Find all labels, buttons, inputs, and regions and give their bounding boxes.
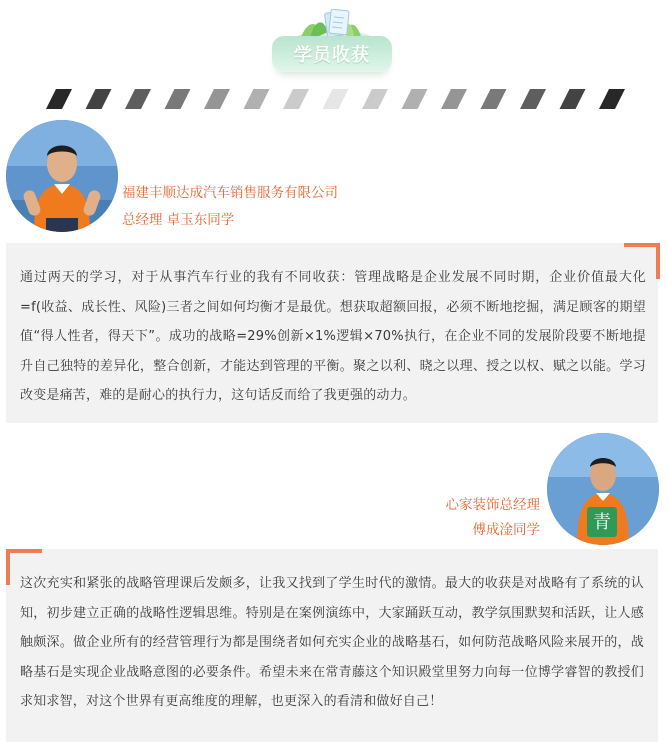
student-portrait-icon: [547, 433, 659, 545]
corner-bracket-top-right: [624, 243, 660, 279]
divider-stripe: [46, 89, 72, 109]
testimonial-text: 通过两天的学习，对于从事汽车行业的我有不同收获：管理战略是企业发展不同时期，企业价值最大化=f(收益、成长性、风险)三者之间如何均衡才是最优。想获取超额回报，必须不断地挖掘，满足顾客的期望值“得人性者，得天下”。成功的战略=29%创新×1%逻辑×70%执行，在企业不同的发展阶段要不断地提升自己独特的差异化，整合创新，才能达到管理的平衡。聚之以利、晓之以理、授之以权、赋之以能。学习改变是痛苦，难的是耐心的执行力，这句话反而给了我更强的动力。: [20, 270, 646, 403]
corner-bracket-top-left: [6, 549, 42, 585]
testimonial-box: [6, 549, 658, 742]
student-portrait-icon: [6, 120, 118, 232]
testimonial-company: 心家装饰总经理: [445, 497, 540, 513]
testimonial-company: 福建丰顺达成汽车销售服务有限公司: [122, 185, 338, 201]
testimonial-box: [6, 243, 658, 423]
divider-stripe: [283, 89, 309, 109]
divider-stripe: [86, 89, 112, 109]
testimonial-person: 傅成淦同学: [472, 522, 540, 538]
avatar: [6, 120, 118, 232]
divider-stripe: [441, 89, 467, 109]
striped-divider: [42, 86, 626, 112]
divider-stripe: [599, 89, 625, 109]
avatar: [547, 433, 659, 545]
divider-stripe: [323, 89, 349, 109]
divider-stripe: [520, 89, 546, 109]
divider-stripe: [125, 89, 151, 109]
divider-stripe: [402, 89, 428, 109]
section-title: 学员收获: [294, 45, 370, 66]
divider-stripe: [481, 89, 507, 109]
divider-stripe: [244, 89, 270, 109]
testimonial-person: 总经理 卓玉东同学: [122, 212, 235, 228]
divider-stripe: [362, 89, 388, 109]
testimonial-text: 这次充实和紧张的战略管理课后发颇多，让我又找到了学生时代的激情。最大的收获是对战略有了系统的认知，初步建立正确的战略性逻辑思维。特别是在案例演练中，大家踊跃互动，教学氛围默契和活跃，让人感触颇深。做企业所有的经营管理行为都是围绕者如何充实企业的战略基石，如何防范战略风险来展开的，战略基石是实现企业战略意图的必要条件。希望未来在常青藤这个知识殿堂里努力向每一位博学睿智的教授们求知求智，对这个世界有更高维度的理解，也更深入的看清和做好自己！: [20, 576, 644, 709]
divider-stripe: [165, 89, 191, 109]
divider-stripe: [204, 89, 230, 109]
qing-sign-glyph: 青: [593, 512, 611, 533]
divider-stripe: [560, 89, 586, 109]
